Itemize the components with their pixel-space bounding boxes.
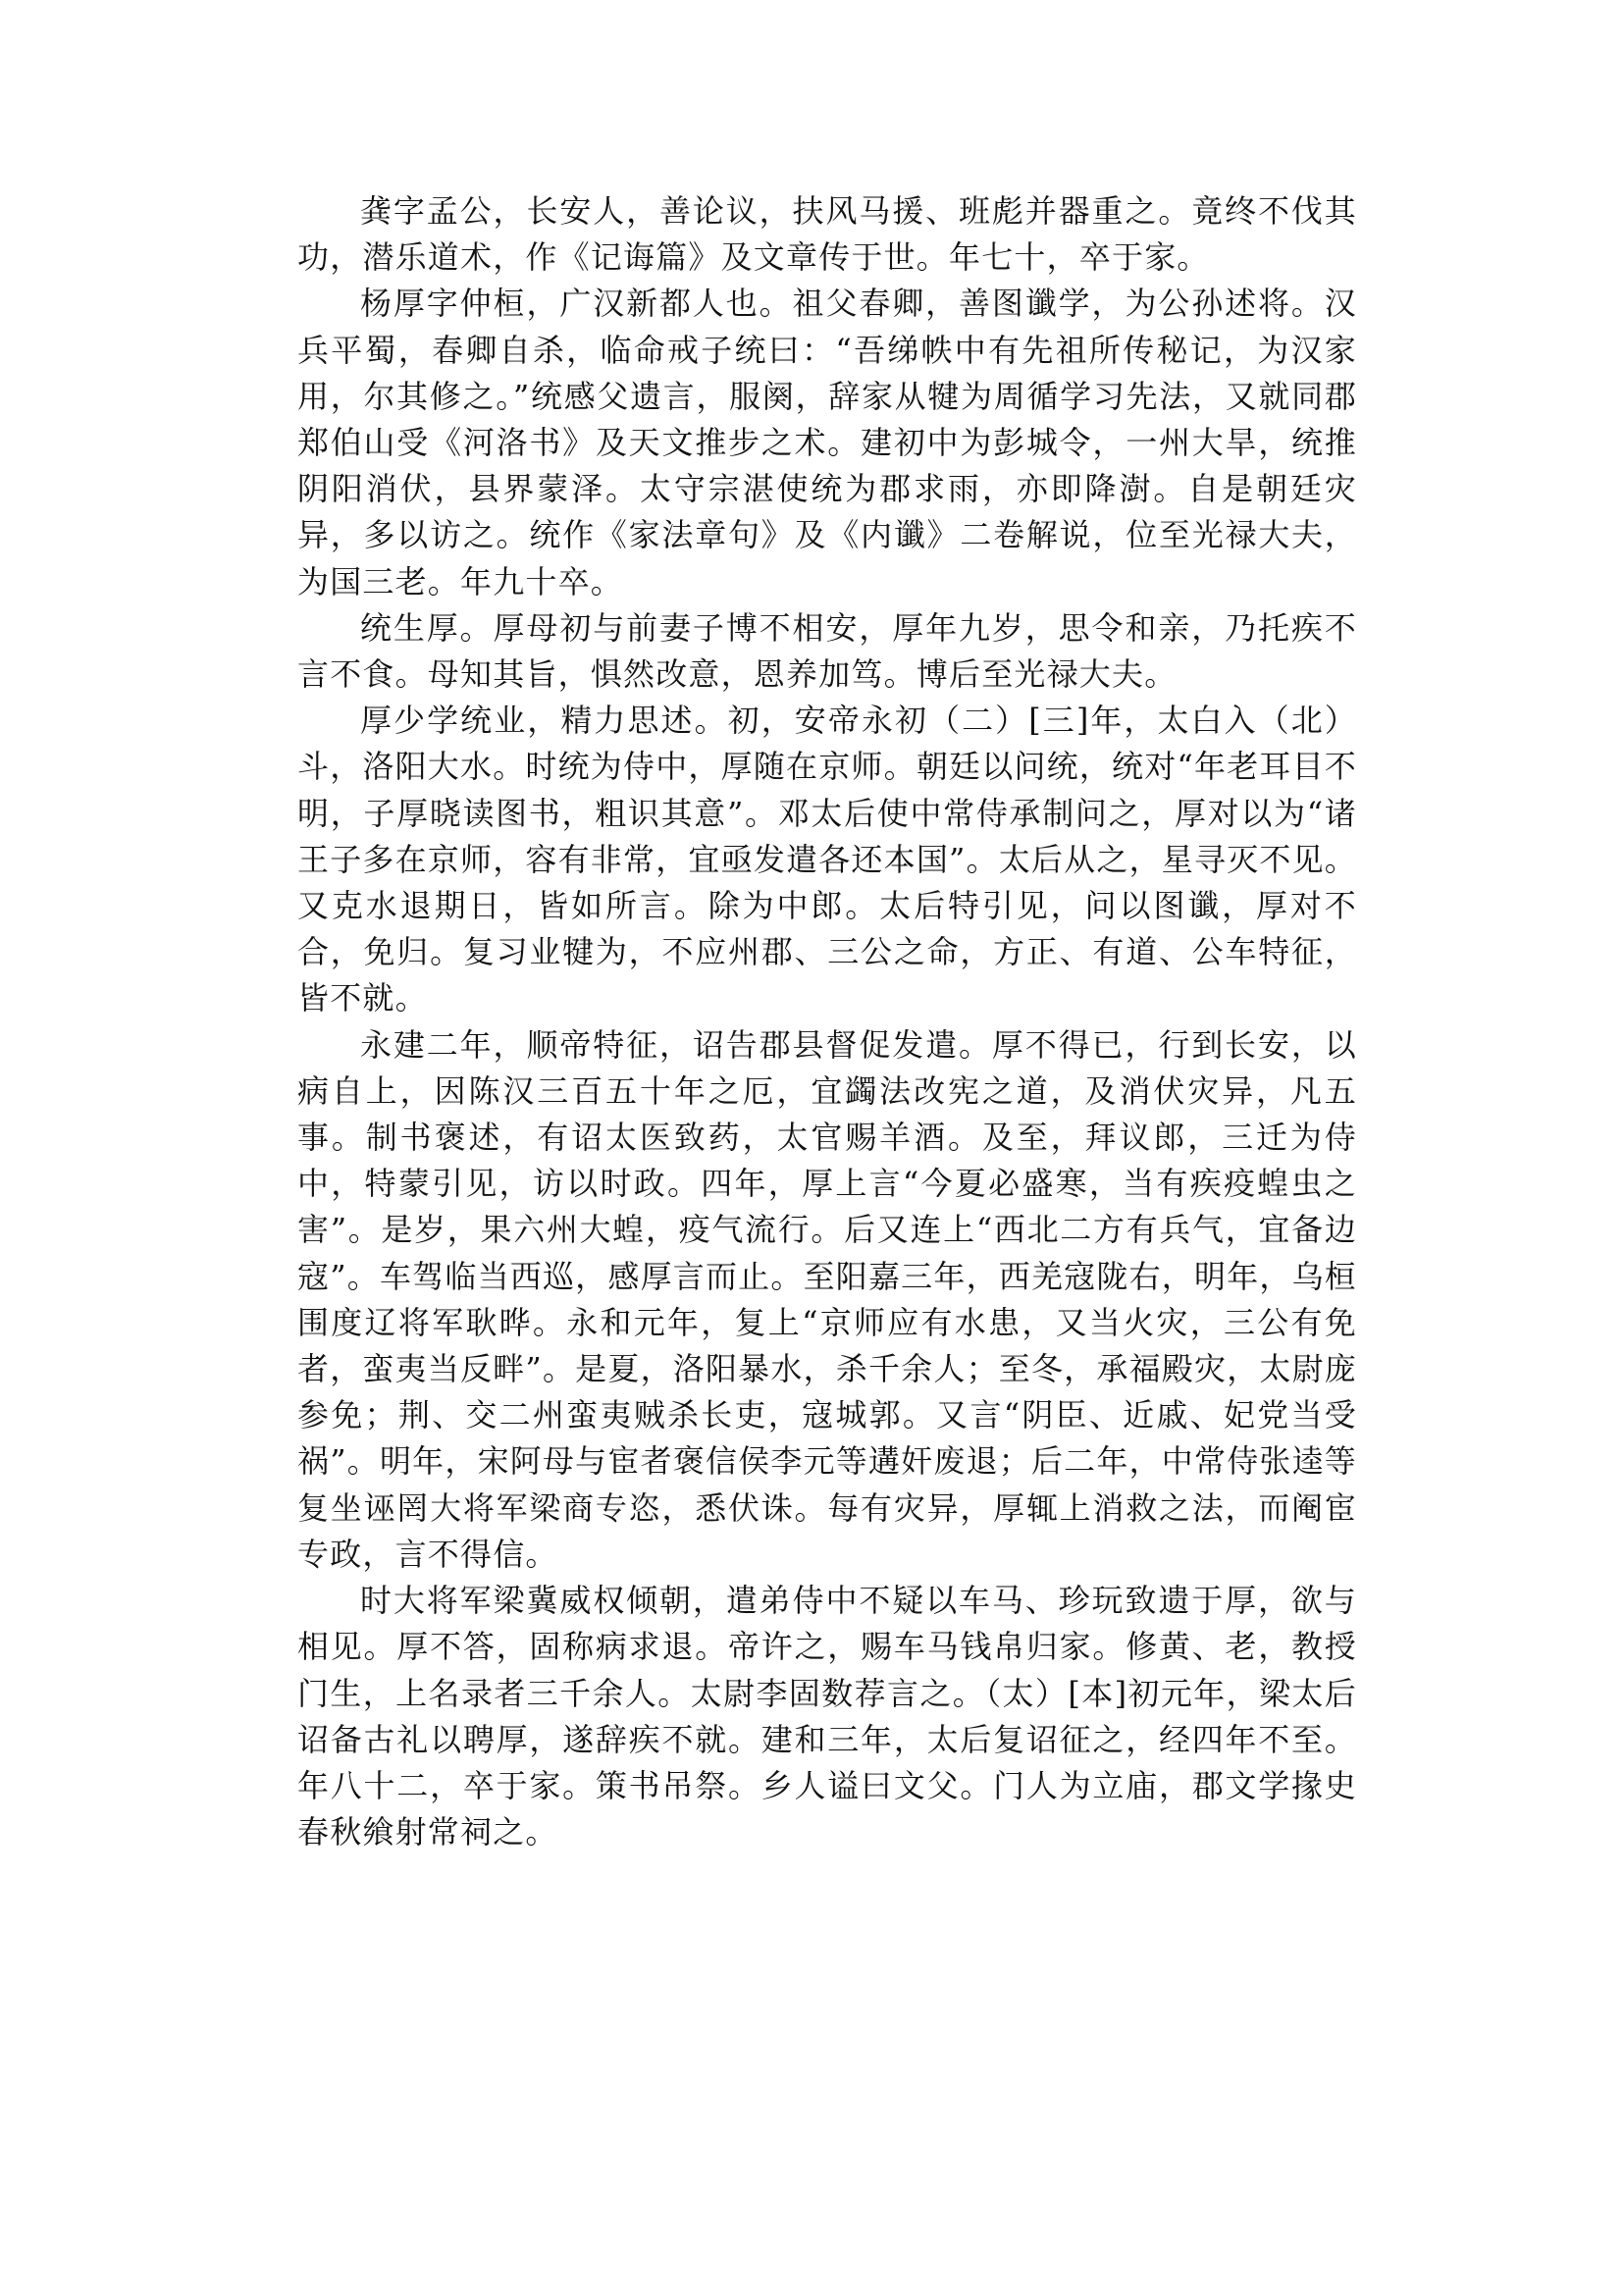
paragraph-tong-sheng-hou: 统生厚。厚母初与前妻子博不相安，厚年九岁，思令和亲，乃托疾不言不食。母知其旨，惧然改意，恩养加笃。博后至光禄大夫。 xyxy=(297,608,1357,694)
paragraph-yongjian: 永建二年，顺帝特征，诏告郡县督促发遣。厚不得已，行到长安，以病自上，因陈汉三百五十年之厄，宜蠲法改宪之道，及消伏灾异，凡五事。制书褒述，有诏太医致药，太官赐羊酒。及至，拜议郎，三迁为侍中，特蒙引见，访以时政。四年，厚上言“今夏必盛寒，当有疾疫蝗虫之害”。是岁，果六州大蝗，疫气流行。后又连上“西北二方有兵气，宜备边寇”。车驾临当西巡，感厚言而止。至阳嘉三年，西羌寇陇右，明年，乌桓围度辽将军耿晔。永和元年，复上“京师应有水患，又当火灾，三公有免者，蛮夷当反畔”。是夏，洛阳暴水，杀千余人；至冬，承福殿灾，太尉庞参免；荆、交二州蛮夷贼杀长吏，寇城郭。又言“阴臣、近戚、妃党当受祸”。明年，宋阿母与宦者褒信侯李元等遘奸废退；后二年，中常侍张逵等复坐诬罔大将军梁商专恣，悉伏诛。每有灾异，厚辄上消救之法，而阉宦专政，言不得信。 xyxy=(297,1025,1357,1573)
paragraph-hou-youth: 厚少学统业，精力思述。初，安帝永初（二）[三]年，太白入（北）斗，洛阳大水。时统为侍中，厚随在京师。朝廷以问统，统对“年老耳目不明，子厚晓读图书，粗识其意”。邓太后使中常侍承制问之，厚对以为“诸王子多在京师，容有非常，宜亟发遣各还本国”。太后从之，星寻灭不见。又克水退期日，皆如所言。除为中郎。太后特引见，问以图谶，厚对不合，免归。复习业犍为，不应州郡、三公之命，方正、有道、公车特征，皆不就。 xyxy=(297,702,1357,1017)
paragraph-yang-hou-intro: 杨厚字仲桓，广汉新都人也。祖父春卿，善图谶学，为公孙述将。汉兵平蜀，春卿自杀，临命戒子统曰：“吾绨帙中有先祖所传秘记，为汉家用，尔其修之。”统感父遗言，服阕，辞家从犍为周循学习先法，又就同郡郑伯山受《河洛书》及天文推步之术。建初中为彭城令，一州大旱，统推阴阳消伏，县界蒙泽。太守宗湛使统为郡求雨，亦即降澍。自是朝廷灾异，多以访之。统作《家法章句》及《内谶》二卷解说，位至光禄大夫，为国三老。年九十卒。 xyxy=(297,285,1357,600)
body-text xyxy=(297,188,1357,1855)
paragraph-gong: 龚字孟公，长安人，善论议，扶风马援、班彪并器重之。竟终不伐其功，潜乐道术，作《记诲篇》及文章传于世。年七十，卒于家。 xyxy=(297,192,1357,277)
paragraph-liang-ji: 时大将军梁冀威权倾朝，遣弟侍中不疑以车马、珍玩致遗于厚，欲与相见。厚不答，固称病求退。帝许之，赐车马钱帛归家。修黄、老，教授门生，上名录者三千余人。太尉李固数荐言之。（太）[本]初元年，梁太后诏备古礼以聘厚，遂辞疾不就。建和三年，太后复诏征之，经四年不至。年八十二，卒于家。策书吊祭。乡人谥曰文父。门人为立庙，郡文学掾史春秋飨射常祠之。 xyxy=(297,1582,1357,1851)
